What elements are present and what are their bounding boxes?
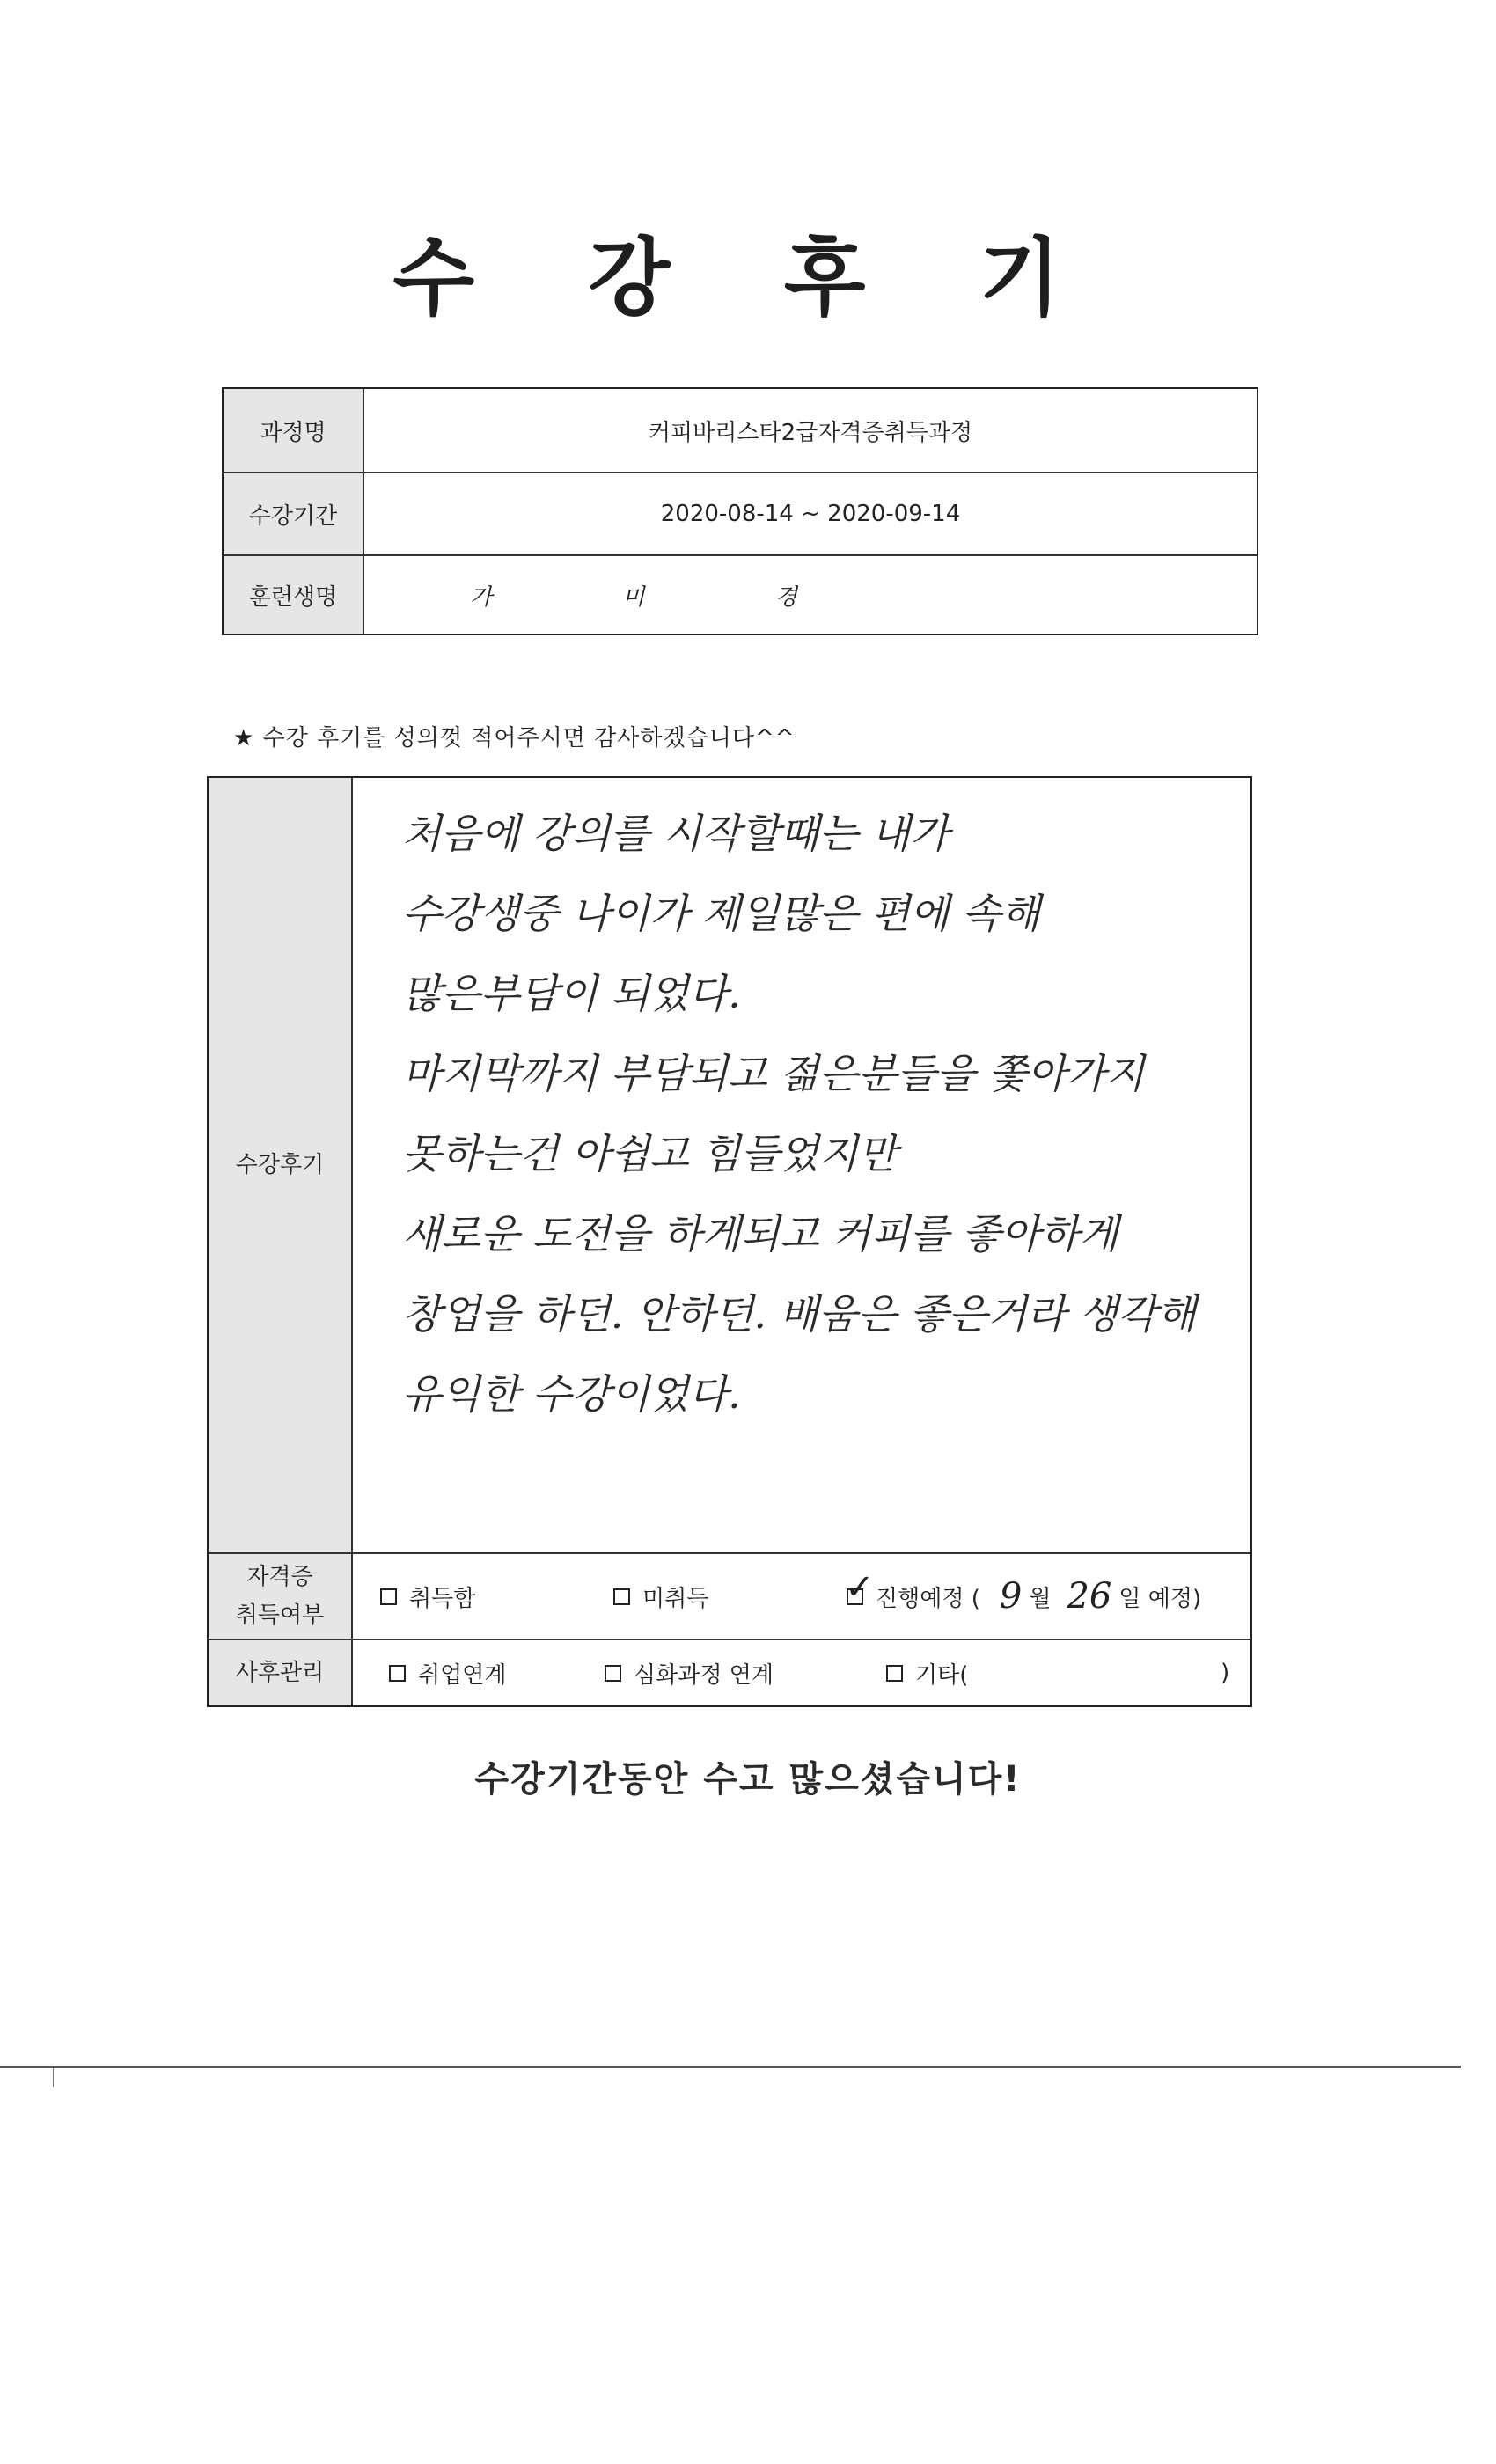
page-divider	[0, 2066, 1461, 2068]
option-other-close: )	[1221, 1660, 1230, 1686]
option-advanced-course[interactable]	[605, 1657, 774, 1690]
review-line: 유익한 수강이었다.	[402, 1370, 741, 1418]
month-unit: 월	[1029, 1585, 1052, 1612]
review-line: 못하는건 아쉽고 힘들었지만	[402, 1130, 898, 1177]
certification-label-line2: 취득여부	[235, 1602, 325, 1629]
review-line: 창업을 하던. 안하던. 배움은 좋은거라 생각해	[402, 1290, 1197, 1338]
review-row	[209, 778, 1250, 1552]
period-label: 수강기간	[224, 473, 364, 554]
review-handwritten-text	[402, 794, 1238, 1434]
instruction-note: ★ 수강 후기를 성의껏 적어주시면 감사하겠습니다^^	[233, 725, 796, 752]
course-info-table	[222, 387, 1258, 635]
checkbox-acquired[interactable]	[380, 1588, 397, 1605]
certification-row	[209, 1552, 1250, 1639]
option-other[interactable]	[886, 1657, 968, 1690]
option-not-acquired-label: 미취득	[642, 1585, 709, 1612]
period-value: 2020-08-14 ~ 2020-09-14	[660, 501, 961, 527]
course-row	[224, 389, 1257, 472]
checkbox-in-progress[interactable]	[845, 1566, 875, 1608]
trainee-row	[224, 554, 1257, 634]
checkbox-advanced-course[interactable]	[605, 1665, 621, 1682]
checkbox-other[interactable]	[886, 1665, 903, 1682]
option-not-acquired[interactable]	[613, 1580, 708, 1613]
aftercare-label: 사후관리	[209, 1640, 353, 1705]
checkbox-job-link[interactable]	[389, 1665, 406, 1682]
check-mark-icon: ✓	[845, 1566, 875, 1608]
option-job-link-label: 취업연계	[418, 1661, 507, 1689]
scan-edge-mark	[53, 2068, 54, 2087]
course-value: 커피바리스타2급자격증취득과정	[648, 419, 973, 446]
option-advanced-course-label: 심화과정 연계	[634, 1661, 774, 1689]
aftercare-row	[209, 1639, 1250, 1705]
option-in-progress[interactable]	[845, 1566, 1202, 1617]
closing-message: 수강기간동안 수고 많으셨습니다!	[474, 1759, 1022, 1800]
option-job-link[interactable]	[389, 1657, 506, 1690]
checkbox-not-acquired[interactable]	[613, 1588, 630, 1605]
review-line: 마지막까지 부담되고 젊은분들을 쫓아가지	[402, 1050, 1145, 1097]
certification-label	[209, 1554, 353, 1639]
review-line: 새로운 도전을 하게되고 커피를 좋아하게	[402, 1210, 1118, 1258]
certification-label-line1: 자격증	[246, 1564, 313, 1590]
document-title: 수 강 후 기	[392, 229, 1104, 327]
certification-options	[371, 1554, 1233, 1639]
review-line: 처음에 강의를 시작할때는 내가	[402, 810, 950, 857]
review-table	[207, 776, 1252, 1707]
trainee-name-handwritten: 가 미 경	[470, 583, 859, 611]
option-acquired-label: 취득함	[409, 1585, 476, 1612]
review-line: 많은부담이 되었다.	[402, 970, 741, 1017]
review-line: 수강생중 나이가 제일많은 편에 속해	[402, 890, 1041, 937]
review-label: 수강후기	[209, 778, 353, 1552]
option-other-label: 기타(	[915, 1661, 969, 1689]
aftercare-options	[371, 1640, 1233, 1705]
option-acquired[interactable]	[380, 1580, 475, 1613]
period-row	[224, 472, 1257, 554]
day-unit: 일 예정)	[1118, 1585, 1202, 1612]
day-handwritten: 26	[1067, 1576, 1112, 1617]
trainee-label: 훈련생명	[224, 556, 364, 634]
option-in-progress-label: 진행예정 (	[876, 1585, 980, 1612]
course-label: 과정명	[224, 389, 364, 472]
month-handwritten: 9	[999, 1576, 1023, 1617]
